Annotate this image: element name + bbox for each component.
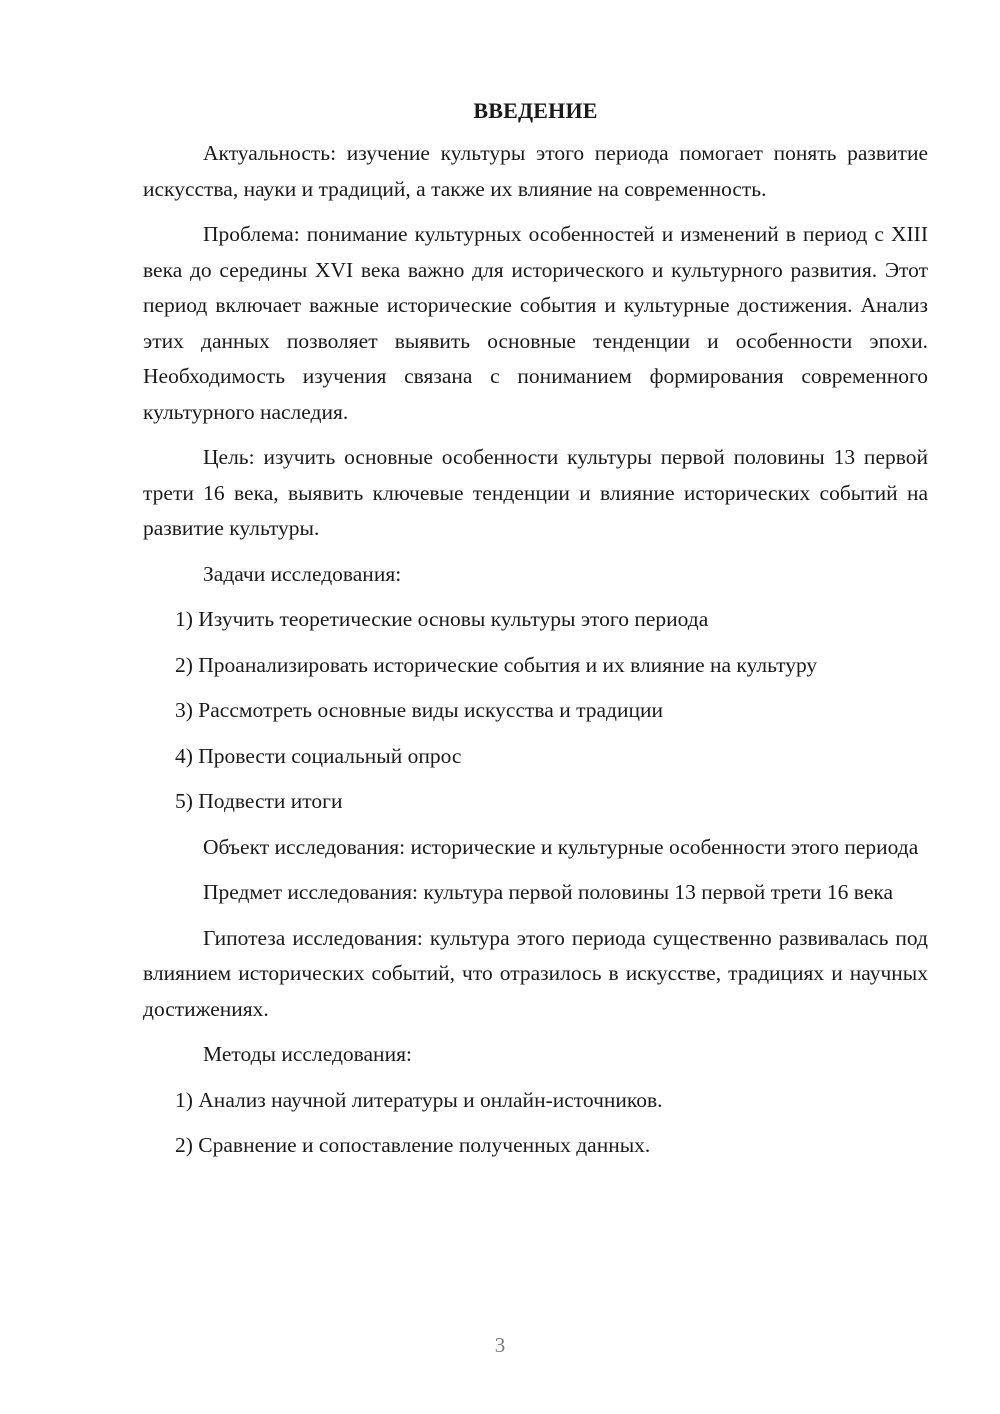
subject-paragraph: Предмет исследования: культура первой половины 13 первой трети 16 века [203, 880, 894, 904]
task-item-5: 5) Подвести итоги [175, 789, 343, 813]
task-item-1: 1) Изучить теоретические основы культуры этого периода [175, 607, 709, 631]
hypothesis-paragraph: Гипотеза исследования: культура этого периода существенно развивалась под влиянием исторических событий, что отразилось в искусстве, традициях и научных достижениях. [143, 925, 928, 1021]
relevance-paragraph: Актуальность: изучение культуры этого периода помогает понять развитие искусства, науки и традиций, а также их влияние на современность. [143, 141, 928, 201]
object-paragraph: Объект исследования: исторические и культурные особенности этого периода [203, 834, 919, 859]
page-number: 3 [494, 1333, 506, 1357]
tasks-heading: Задачи исследования: [203, 561, 402, 586]
document-page [143, 96, 928, 1174]
problem-paragraph: Проблема: понимание культурных особенностей и изменений в период с XIII века до середины XVI века важно для исторического и культурного развития. Этот период включает важные исторические события и культурные достижения. Анализ этих данных позволяет выявить основные тенденции и особенности эпохи. Необходимость изучения связана с пониманием формирования современного культурного наследия. [143, 222, 928, 424]
document-title: ВВЕДЕНИЕ [473, 98, 598, 123]
task-item-4: 4) Провести социальный опрос [175, 743, 462, 768]
tasks-list [143, 602, 928, 820]
goal-paragraph: Цель: изучить основные особенности культуры первой половины 13 первой трети 16 века, выявить ключевые тенденции и влияние исторических событий на развитие культуры. [143, 445, 928, 540]
methods-list [143, 1083, 928, 1164]
method-item-1: 1) Анализ научной литературы и онлайн-источников. [175, 1087, 663, 1112]
task-item-2: 2) Проанализировать исторические события и их влияние на культуру [175, 652, 818, 677]
method-item-2: 2) Сравнение и сопоставление полученных данных. [175, 1133, 651, 1157]
task-item-3: 3) Рассмотреть основные виды искусства и традиции [175, 698, 663, 722]
methods-heading: Методы исследования: [203, 1042, 412, 1066]
